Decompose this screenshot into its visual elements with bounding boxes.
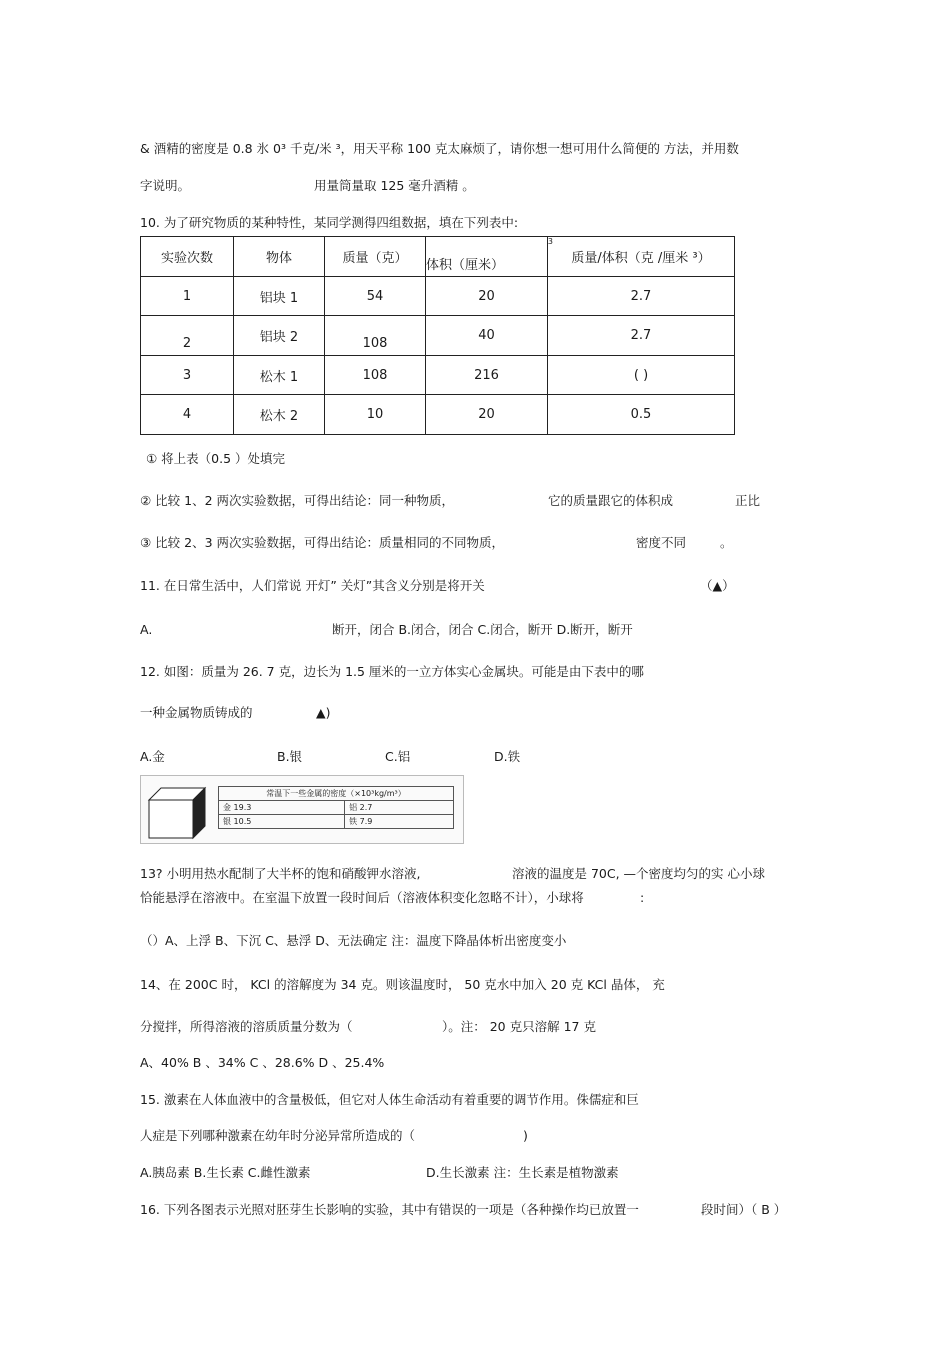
table-cell: 108 (325, 356, 426, 395)
density-cell: 金 19.3 (219, 801, 345, 815)
table-cell: 2.7 (548, 316, 735, 356)
q13-line1-cont: 溶液的温度是 70C, —个密度均匀的实 心小球 (512, 866, 766, 881)
table-header-row (141, 237, 735, 277)
q10-sub3-end: 。 (720, 535, 733, 550)
table-cell: 10 (325, 395, 426, 435)
q13-line2-end: : (640, 890, 645, 905)
table-cell: 3 (141, 356, 234, 395)
table-cell: 2 (141, 316, 234, 356)
q16-line1: 16. 下列各图表示光照对胚芽生长影响的实验，其中有错误的一项是（各种操作均已放置一 (140, 1202, 639, 1217)
table-cell: 松木 1 (234, 356, 325, 395)
table-header-cell: 质量（克） (325, 237, 426, 277)
q9-answer: 用量筒量取 125 毫升酒精 。 (314, 178, 475, 193)
table-row (141, 356, 735, 395)
q10-sub3: ③ 比较 2、3 两次实验数据，可得出结论：质量相同的不同物质， (140, 535, 505, 550)
q10-intro: 10. 为了研究物质的某种特性，某同学测得四组数据，填在下列表中: (140, 215, 519, 230)
q10-sub2-answer-end: 正比 (735, 493, 761, 508)
metal-density-figure (140, 775, 464, 844)
q16-line1-end: 段时间）（ B ） (701, 1202, 787, 1217)
q15-line2-end: ) (523, 1128, 528, 1143)
density-table-caption: 常温下一些金属的密度（×10³kg/m³） (219, 787, 454, 801)
table-header-cell: 实验次数 (141, 237, 234, 277)
q10-sub2-answer: 它的质量跟它的体积成 (548, 493, 674, 508)
q15-options: A.胰岛素 B.生长素 C.雌性激素 (140, 1165, 311, 1180)
q9-line2-label: 字说明。 (140, 178, 191, 193)
q14-line1: 14、在 200C 时， KCl 的溶解度为 34 克。则该温度时， 50 克水中加入 20 克 KCl 晶体， 充 (140, 977, 665, 992)
table-cell: 54 (325, 277, 426, 316)
q11-stem: 11. 在日常生活中，人们常说 开灯” 关灯”其含义分别是将开关 (140, 578, 485, 593)
table-cell: 4 (141, 395, 234, 435)
table-cell: 1 (141, 277, 234, 316)
q12-option-a: A.金 (140, 749, 165, 764)
table-cell: 216 (426, 356, 548, 395)
q15-options-end: D.生长激素 注：生长素是植物激素 (426, 1165, 619, 1180)
density-table (140, 236, 735, 435)
table-cell: ( ) (548, 356, 735, 395)
q12-stem1: 12. 如图：质量为 26. 7 克，边长为 1.5 厘米的一立方体实心金属块。可能是由下表中的哪 (140, 664, 644, 679)
header-superscript: 3 (547, 237, 553, 246)
q15-line2: 人症是下列哪种激素在幼年时分泌异常所造成的（ (140, 1128, 416, 1143)
table-header-cell: 物体 (234, 237, 325, 277)
table-header-volume (426, 237, 553, 277)
q12-option-d: D.铁 (494, 749, 521, 764)
q15-line1: 15. 激素在人体血液中的含量极低，但它对人体生命活动有着重要的调节作用。侏儒症和巨 (140, 1092, 639, 1107)
q14-line2-end: ）。注： 20 克只溶解 17 克 (442, 1019, 596, 1034)
table-cell: 20 (426, 395, 548, 435)
table-cell: 108 (325, 316, 426, 356)
q13-options: （）A、上浮 B、下沉 C、悬浮 D、无法确定 注：温度下降晶体析出密度变小 (140, 933, 567, 948)
table-row (141, 395, 735, 435)
table-cell: 20 (426, 277, 548, 316)
q13-line2: 恰能悬浮在溶液中。在室温下放置一段时间后（溶液体积变化忽略不计），小球将 (140, 890, 584, 905)
table-header-cell: 质量/体积（克 /厘米 ³） (548, 237, 735, 277)
q12-stem2: 一种金属物质铸成的 (140, 705, 253, 720)
q10-sub2: ② 比较 1、2 两次实验数据，可得出结论：同一种物质， (140, 493, 455, 508)
table-header-cell: 体积（厘米） (426, 258, 505, 273)
table-row (141, 277, 735, 316)
q12-option-b: B.银 (277, 749, 303, 764)
q12-mark: ▲) (316, 705, 331, 720)
table-cell: 0.5 (548, 395, 735, 435)
table-cell: 铝块 2 (234, 316, 325, 356)
table-cell: 松木 2 (234, 395, 325, 435)
q14-line2: 分搅拌，所得溶液的溶质质量分数为（ (140, 1019, 353, 1034)
q10-sub1: ① 将上表（0.5 ）处填完 (146, 451, 286, 466)
table-cell: 2.7 (548, 277, 735, 316)
q12-option-c: C.铝 (385, 749, 411, 764)
q10-sub3-answer: 密度不同 (636, 535, 687, 550)
q11-options: 断开，闭合 B.闭合，闭合 C.闭合，断开 D.断开，断开 (332, 622, 633, 637)
density-cell: 铁 7.9 (345, 815, 454, 829)
density-cell: 银 10.5 (219, 815, 345, 829)
cube-icon (147, 786, 209, 840)
q9-line1: & 酒精的密度是 0.8 氷 0³ 千克/米 ³，用天平称 100 克太麻烦了，请你想一想可用什么简便的 方法，并用数 (140, 141, 739, 156)
table-cell: 40 (426, 316, 548, 356)
q11-option-a: A. (140, 622, 153, 637)
density-cell: 铝 2.7 (345, 801, 454, 815)
q13-line1: 13? 小明用热水配制了大半杯的饱和硝酸钾水溶液, (140, 866, 421, 881)
table-row (141, 316, 735, 356)
table-cell: 铝块 1 (234, 277, 325, 316)
q14-options: A、40% B 、34% C 、28.6% D 、25.4% (140, 1055, 385, 1070)
q11-mark: （▲） (700, 578, 735, 593)
density-reference-table (218, 786, 454, 829)
